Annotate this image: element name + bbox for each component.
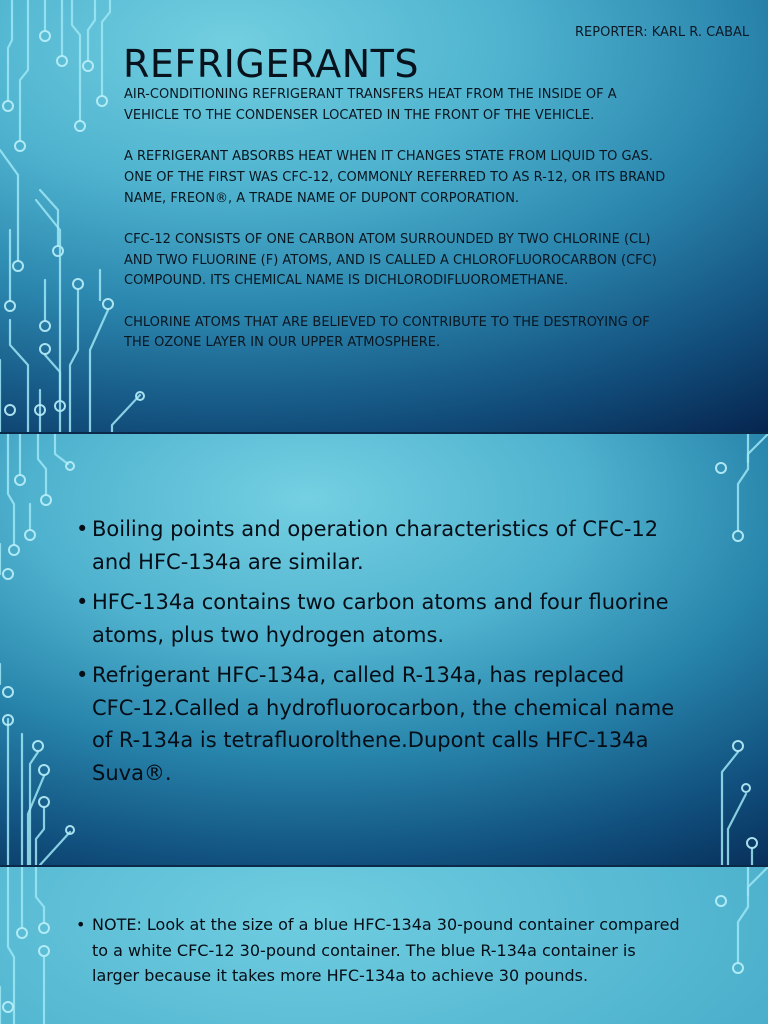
bullet-list: [76, 912, 686, 989]
list-item: [76, 513, 676, 578]
slide-hfc-134a: [0, 434, 768, 865]
circuit-board-decoration-icon: [0, 867, 60, 1024]
list-item: [76, 586, 676, 651]
paragraph: CFC-12 CONSISTS OF ONE CARBON ATOM SURROUNDED BY TWO CHLORINE (CL) AND TWO FLUORINE (F) ATOMS, AND IS CALLED A CHLOROFLUOROCARBON (CFC) COMPOUND. ITS CHEMICAL NAME IS DICHLORODIFLUOROMETHANE.: [124, 231, 657, 289]
paragraph: AIR-CONDITIONING REFRIGERANT TRANSFERS HEAT FROM THE INSIDE OF A VEHICLE TO THE CONDENSER LOCATED IN THE FRONT OF THE VEHICLE.: [124, 87, 617, 123]
bullet-list: [76, 513, 676, 797]
bullet-text: Refrigerant HFC-134a, called R-134a, has replaced CFC-12.Called a hydrofluorocarbon, the chemical name of R-134a is tetrafluorolthene.Dupont calls HFC-134a Suva®.: [92, 663, 675, 785]
paragraph: A REFRIGERANT ABSORBS HEAT WHEN IT CHANGES STATE FROM LIQUID TO GAS. ONE OF THE FIRST WAS CFC-12, COMMONLY REFERRED TO AS R-12, OR ITS BRAND NAME, FREON®, A TRADE NAME OF DUPONT CORPORATION.: [124, 149, 666, 206]
slide-note: [0, 867, 768, 1024]
list-item: [76, 912, 686, 989]
bullet-text: HFC-134a contains two carbon atoms and four fluorine atoms, plus two hydrogen atoms.: [92, 590, 669, 647]
bullet-icon: •: [76, 517, 89, 541]
circuit-board-decoration-icon: [708, 867, 768, 1024]
bullet-text: NOTE: Look at the size of a blue HFC-134a 30-pound container compared to a white CFC-12 30-pound container. The blue R-134a container is larger because it takes more HFC-134a to achieve 30 pounds.: [92, 915, 680, 985]
paragraph: CHLORINE ATOMS THAT ARE BELIEVED TO CONTRIBUTE TO THE DESTROYING OF THE OZONE LAYER IN OUR UPPER ATMOSPHERE.: [124, 314, 650, 351]
slide-body: [124, 85, 669, 375]
list-item: [76, 659, 676, 789]
slide-refrigerants: [0, 0, 768, 432]
reporter-name: REPORTER: KARL R. CABAL: [575, 25, 750, 40]
bullet-icon: •: [76, 915, 86, 934]
bullet-icon: •: [76, 663, 89, 687]
bullet-text: Boiling points and operation characteristics of CFC-12 and HFC-134a are similar.: [92, 517, 659, 574]
slide-title: REFRIGERANTS: [123, 42, 419, 86]
circuit-board-decoration-icon: [708, 434, 768, 865]
bullet-icon: •: [76, 590, 89, 614]
circuit-board-decoration-icon: [0, 434, 80, 865]
